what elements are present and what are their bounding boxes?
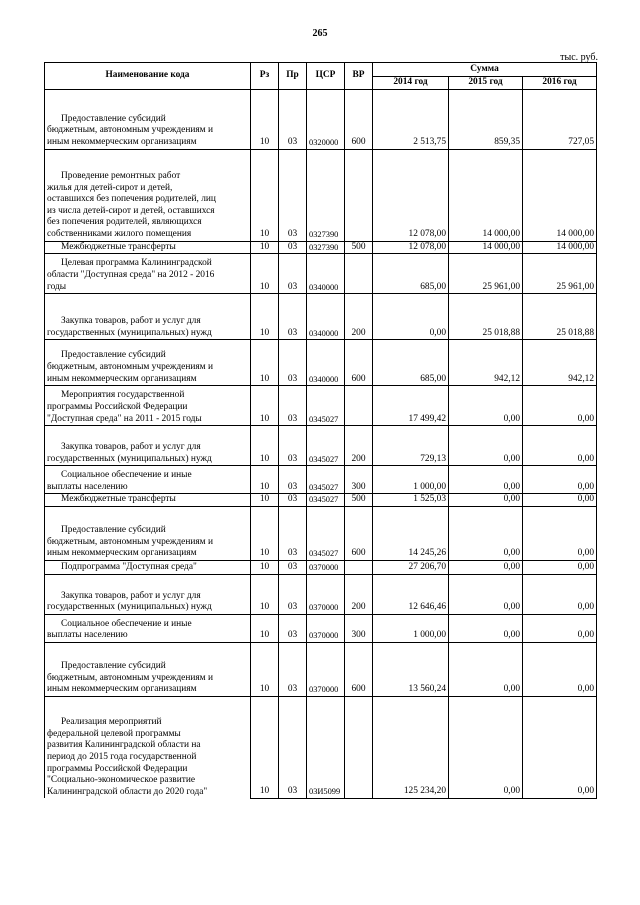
table-row	[45, 340, 597, 386]
cell-2014: 2 513,75	[373, 89, 449, 149]
cell-vr: 300	[345, 614, 373, 642]
cell-rz: 10	[251, 294, 279, 340]
table-row	[45, 386, 597, 426]
cell-2016: 942,12	[523, 340, 597, 386]
cell-2016: 0,00	[523, 574, 597, 614]
name-line: развития Калининградской области на	[47, 740, 201, 751]
cell-2014: 685,00	[373, 254, 449, 294]
name-line: государственных (муниципальных) нужд	[47, 453, 212, 464]
name-line: программы Российской Федерации	[47, 402, 188, 412]
header-pr: Пр	[279, 63, 307, 90]
cell-name	[45, 614, 251, 642]
name-line: Социальное обеспечение и иные	[61, 470, 192, 480]
budget-table	[44, 62, 597, 799]
cell-2016: 0,00	[523, 642, 597, 696]
cell-pr: 03	[279, 642, 307, 696]
cell-2014: 1 000,00	[373, 466, 449, 494]
name-line: иным некоммерческим организациям	[47, 684, 197, 695]
header-row-top	[45, 63, 597, 77]
cell-pr: 03	[279, 614, 307, 642]
table-row	[45, 294, 597, 340]
cell-csr: 0320000	[307, 89, 345, 149]
name-line: области "Доступная среда" на 2012 - 2016	[47, 270, 215, 280]
cell-2014: 13 560,24	[373, 642, 449, 696]
cell-rz: 10	[251, 241, 279, 254]
cell-2016: 14 000,00	[523, 241, 597, 254]
cell-name	[45, 560, 251, 574]
cell-name	[45, 642, 251, 696]
cell-rz: 10	[251, 574, 279, 614]
cell-pr: 03	[279, 426, 307, 466]
cell-rz: 10	[251, 696, 279, 798]
name-line: годы	[47, 281, 67, 292]
cell-2015: 0,00	[449, 466, 523, 494]
cell-vr: 600	[345, 340, 373, 386]
cell-rz: 10	[251, 642, 279, 696]
cell-csr: 0340000	[307, 340, 345, 386]
cell-csr: 0345027	[307, 466, 345, 494]
cell-name	[45, 506, 251, 560]
name-line: бюджетным, автономным учреждениям и	[47, 672, 213, 683]
cell-vr	[345, 696, 373, 798]
cell-pr: 03	[279, 340, 307, 386]
cell-vr	[345, 560, 373, 574]
cell-2016: 25 018,88	[523, 294, 597, 340]
cell-2015: 0,00	[449, 574, 523, 614]
cell-2016: 0,00	[523, 466, 597, 494]
cell-2014: 729,13	[373, 426, 449, 466]
cell-2015: 0,00	[449, 426, 523, 466]
cell-csr: 0370000	[307, 560, 345, 574]
header-csr: ЦСР	[307, 63, 345, 90]
cell-2016: 0,00	[523, 696, 597, 798]
name-line: Целевая программа Калининградской	[61, 258, 212, 269]
name-line: из числа детей-сирот и детей, оставшихся	[47, 205, 215, 216]
cell-name	[45, 149, 251, 241]
name-line: без попечения родителей, являющихся	[47, 217, 202, 228]
cell-rz: 10	[251, 386, 279, 426]
cell-pr: 03	[279, 506, 307, 560]
cell-pr: 03	[279, 560, 307, 574]
cell-rz: 10	[251, 560, 279, 574]
cell-2015: 0,00	[449, 614, 523, 642]
name-line: Подпрограмма "Доступная среда"	[61, 562, 197, 573]
cell-name	[45, 494, 251, 507]
name-line: собственниками жилого помещения	[47, 229, 192, 239]
cell-csr: 0340000	[307, 254, 345, 294]
cell-2014: 1 000,00	[373, 614, 449, 642]
table-row	[45, 560, 597, 574]
table-row	[45, 494, 597, 507]
name-line: выплаты населению	[47, 630, 128, 641]
cell-2015: 859,35	[449, 89, 523, 149]
name-line: "Доступная среда" на 2011 - 2015 годы	[47, 413, 202, 424]
cell-pr: 03	[279, 89, 307, 149]
header-2014: 2014 год	[373, 77, 449, 90]
cell-name	[45, 241, 251, 254]
cell-2014: 14 245,26	[373, 506, 449, 560]
name-line: период до 2015 года государственной	[47, 751, 197, 762]
cell-csr: 0370000	[307, 574, 345, 614]
cell-2016: 0,00	[523, 614, 597, 642]
name-line: Предоставление субсидий	[61, 661, 166, 671]
cell-csr: 0327390	[307, 241, 345, 254]
name-line: бюджетным, автономным учреждениям и	[47, 362, 213, 372]
name-line: Закупка товаров, работ и услуг для	[61, 590, 201, 601]
cell-vr: 300	[345, 466, 373, 494]
cell-vr	[345, 386, 373, 426]
cell-2016: 0,00	[523, 426, 597, 466]
cell-rz: 10	[251, 426, 279, 466]
cell-csr: 0345027	[307, 386, 345, 426]
cell-2015: 25 961,00	[449, 254, 523, 294]
cell-2014: 27 206,70	[373, 560, 449, 574]
cell-2015: 14 000,00	[449, 241, 523, 254]
cell-vr: 600	[345, 89, 373, 149]
table-row	[45, 506, 597, 560]
cell-2016: 14 000,00	[523, 149, 597, 241]
header-name: Наименование кода	[45, 63, 251, 90]
cell-rz: 10	[251, 506, 279, 560]
cell-csr: 0340000	[307, 294, 345, 340]
cell-csr: 0345027	[307, 426, 345, 466]
cell-rz: 10	[251, 614, 279, 642]
name-line: Предоставление субсидий	[61, 350, 166, 361]
cell-name	[45, 340, 251, 386]
header-2016: 2016 год	[523, 77, 597, 90]
cell-name	[45, 426, 251, 466]
cell-vr: 500	[345, 241, 373, 254]
table-row	[45, 614, 597, 642]
name-line: Проведение ремонтных работ	[61, 171, 181, 182]
table-row	[45, 466, 597, 494]
name-line: Закупка товаров, работ и услуг для	[61, 442, 201, 452]
name-line: Предоставление субсидий	[61, 525, 166, 535]
name-line: государственных (муниципальных) нужд	[47, 602, 212, 613]
cell-vr	[345, 254, 373, 294]
cell-pr: 03	[279, 241, 307, 254]
table-row	[45, 254, 597, 294]
cell-vr: 500	[345, 494, 373, 507]
cell-2015: 0,00	[449, 494, 523, 507]
name-line: Калининградской области до 2020 года"	[47, 786, 208, 797]
name-line: жилья для детей-сирот и детей,	[47, 182, 173, 193]
name-line: Межбюджетные трансферты	[61, 494, 176, 505]
header-sum: Сумма	[373, 63, 597, 77]
cell-rz: 10	[251, 149, 279, 241]
name-line: Реализация мероприятий	[61, 717, 162, 728]
cell-vr: 200	[345, 294, 373, 340]
cell-pr: 03	[279, 386, 307, 426]
cell-2014: 12 646,46	[373, 574, 449, 614]
table-body	[45, 89, 597, 798]
cell-2015: 14 000,00	[449, 149, 523, 241]
cell-csr: 0370000	[307, 614, 345, 642]
cell-2016: 25 961,00	[523, 254, 597, 294]
table-row	[45, 149, 597, 241]
name-line: иным некоммерческим организациям	[47, 137, 197, 147]
cell-csr: 0345027	[307, 506, 345, 560]
cell-rz: 10	[251, 254, 279, 294]
cell-rz: 10	[251, 89, 279, 149]
cell-2015: 0,00	[449, 506, 523, 560]
cell-vr: 600	[345, 642, 373, 696]
cell-rz: 10	[251, 466, 279, 494]
name-line: иным некоммерческим организациям	[47, 548, 197, 559]
cell-2014: 0,00	[373, 294, 449, 340]
cell-2014: 685,00	[373, 340, 449, 386]
cell-rz: 10	[251, 340, 279, 386]
cell-2015: 942,12	[449, 340, 523, 386]
cell-csr: 03И5099	[307, 696, 345, 798]
name-line: иным некоммерческим организациям	[47, 373, 197, 384]
cell-2016: 0,00	[523, 386, 597, 426]
cell-pr: 03	[279, 466, 307, 494]
table-row	[45, 426, 597, 466]
cell-2014: 125 234,20	[373, 696, 449, 798]
cell-2015: 0,00	[449, 696, 523, 798]
cell-name	[45, 386, 251, 426]
cell-pr: 03	[279, 696, 307, 798]
cell-2014: 12 078,00	[373, 241, 449, 254]
name-line: бюджетным, автономным учреждениям и	[47, 125, 213, 136]
table-row	[45, 642, 597, 696]
name-line: Закупка товаров, работ и услуг для	[61, 316, 201, 326]
cell-name	[45, 696, 251, 798]
cell-pr: 03	[279, 294, 307, 340]
name-line: Межбюджетные трансферты	[61, 241, 176, 252]
table-row	[45, 696, 597, 798]
cell-vr: 200	[345, 574, 373, 614]
cell-vr	[345, 149, 373, 241]
cell-2015: 0,00	[449, 386, 523, 426]
name-line: программы Российской Федерации	[47, 763, 188, 774]
units-label: тыс. руб.	[560, 52, 598, 63]
name-line: "Социально-экономическое развитие	[47, 775, 196, 786]
cell-name	[45, 466, 251, 494]
name-line: государственных (муниципальных) нужд	[47, 327, 212, 338]
cell-name	[45, 294, 251, 340]
cell-csr: 0327390	[307, 149, 345, 241]
header-vr: ВР	[345, 63, 373, 90]
cell-2015: 0,00	[449, 642, 523, 696]
cell-name	[45, 574, 251, 614]
cell-pr: 03	[279, 494, 307, 507]
table-row	[45, 241, 597, 254]
cell-2014: 12 078,00	[373, 149, 449, 241]
name-line: оставшихся без попечения родителей, лиц	[47, 194, 216, 205]
table-row	[45, 89, 597, 149]
cell-csr: 0345027	[307, 494, 345, 507]
cell-2016: 0,00	[523, 560, 597, 574]
name-line: Социальное обеспечение и иные	[61, 618, 192, 629]
name-line: федеральной целевой программы	[47, 728, 181, 739]
table-row	[45, 574, 597, 614]
cell-2016: 727,05	[523, 89, 597, 149]
cell-rz: 10	[251, 494, 279, 507]
cell-pr: 03	[279, 149, 307, 241]
header-2015: 2015 год	[449, 77, 523, 90]
cell-2016: 0,00	[523, 506, 597, 560]
name-line: выплаты населению	[47, 481, 128, 492]
cell-pr: 03	[279, 574, 307, 614]
cell-2014: 1 525,03	[373, 494, 449, 507]
page-number: 265	[312, 28, 328, 39]
header-rz: Рз	[251, 63, 279, 90]
cell-vr: 200	[345, 426, 373, 466]
name-line: Мероприятия государственной	[61, 390, 185, 401]
name-line: бюджетным, автономным учреждениям и	[47, 536, 213, 547]
cell-csr: 0370000	[307, 642, 345, 696]
cell-name	[45, 89, 251, 149]
cell-2014: 17 499,42	[373, 386, 449, 426]
cell-2015: 25 018,88	[449, 294, 523, 340]
cell-vr: 600	[345, 506, 373, 560]
cell-2016: 0,00	[523, 494, 597, 507]
cell-name	[45, 254, 251, 294]
name-line: Предоставление субсидий	[61, 113, 166, 124]
cell-2015: 0,00	[449, 560, 523, 574]
cell-pr: 03	[279, 254, 307, 294]
